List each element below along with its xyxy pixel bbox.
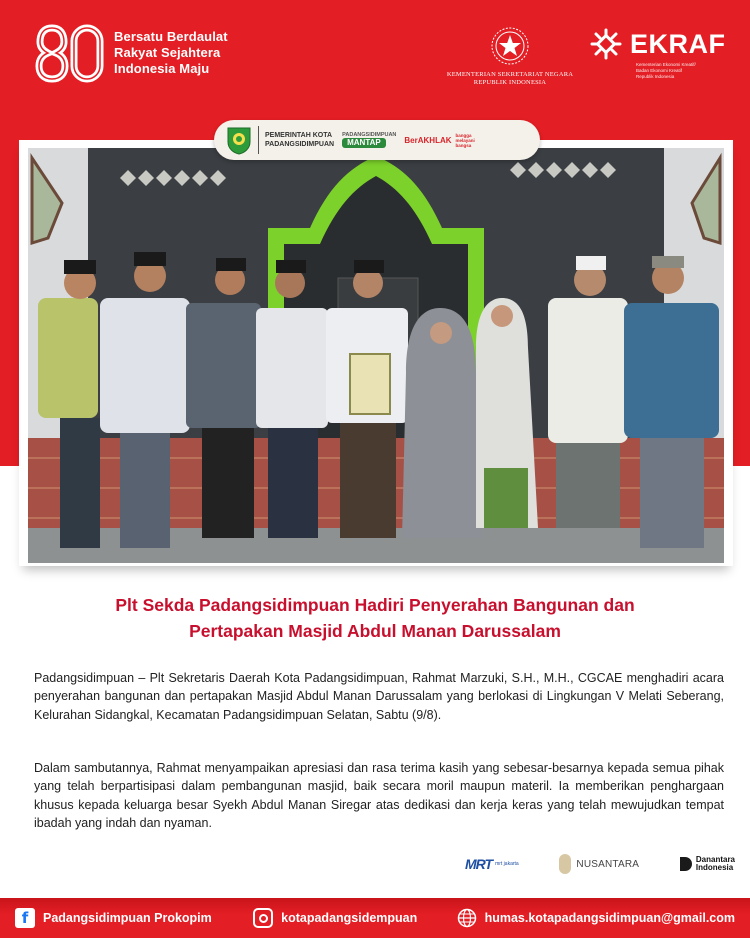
facebook-icon: f xyxy=(15,908,35,928)
mrt-mark: MRT xyxy=(465,856,493,872)
pemerintah-kota-label xyxy=(265,131,334,149)
event-photo xyxy=(28,148,724,563)
kota-line-1: PEMERINTAH KOTA xyxy=(265,132,333,139)
facebook-link[interactable] xyxy=(15,908,253,928)
star-emblem-icon xyxy=(490,26,530,66)
nusantara-logo xyxy=(559,854,639,874)
tagline-line-3: Indonesia Maju xyxy=(114,61,210,76)
ekraf-star-icon xyxy=(588,26,624,62)
mantap-top-text: PADANGSIDIMPUAN xyxy=(342,132,397,138)
anniversary-tagline xyxy=(114,29,228,77)
ekraf-logo xyxy=(588,26,738,80)
ekraf-wordmark: EKRAF xyxy=(630,28,726,59)
partner-logos xyxy=(465,852,735,876)
danantara-d-icon xyxy=(680,857,692,871)
instagram-icon xyxy=(253,908,273,928)
mrt-jakarta-logo xyxy=(465,856,519,872)
photo-frame xyxy=(19,137,733,566)
bangga-line-1: bangga xyxy=(455,132,472,138)
kota-line-2: PADANGSIDIMPUAN xyxy=(265,141,335,148)
ekraf-sub-2: Badan Ekonomi Kreatif xyxy=(636,68,683,73)
globe-icon xyxy=(457,908,477,928)
mrt-label: mrt jakarta xyxy=(495,861,519,867)
pill-separator xyxy=(258,126,259,154)
group-photo-illustration xyxy=(28,148,724,563)
email-link[interactable] xyxy=(457,908,735,928)
mantap-badge: MANTAP xyxy=(342,138,386,148)
mantap-logo xyxy=(342,132,396,148)
ekraf-sub-1: Kementerian Ekonomi Kreatif/ xyxy=(636,62,696,67)
ekraf-sub-3: Republik Indonesia xyxy=(636,74,675,79)
title-line-1: Plt Sekda Padangsidimpuan Hadiri Penyerahan Bangunan dan xyxy=(115,595,635,615)
danantara-line-2: Indonesia xyxy=(695,863,734,872)
danantara-logo xyxy=(680,856,735,873)
garuda-icon xyxy=(559,854,571,874)
ekraf-subtitle xyxy=(636,62,738,80)
anniversary-80-logo xyxy=(34,22,228,84)
bangga-line-2: melayani xyxy=(455,137,475,143)
setneg-logo xyxy=(440,26,580,87)
city-crest-icon xyxy=(226,125,252,155)
bangga-line-3: bangsa xyxy=(455,142,472,148)
instagram-link[interactable] xyxy=(253,908,456,928)
number-80-icon xyxy=(34,22,106,84)
danantara-line-1: Danantara xyxy=(695,854,735,864)
email-label: humas.kotapadangsidimpuan@gmail.com xyxy=(484,911,735,925)
berakhlak-logo: BerAKHLAK xyxy=(404,135,452,145)
danantara-label xyxy=(696,856,735,873)
tagline-line-2: Rakyat Sejahtera xyxy=(114,45,221,60)
government-badge-pill xyxy=(214,120,540,160)
article-title xyxy=(30,592,720,644)
tagline-line-1: Bersatu Berdaulat xyxy=(114,29,228,44)
article-paragraph-2: Dalam sambutannya, Rahmat menyampaikan apresiasi dan rasa terima kasih yang sebesar-besarnya kepada semua pihak yang telah berpartisipasi dalam pembangunan masjid, baik secara moril maupun materil. Ia memberikan penghargaan khusus kepada keluarga besar Syekh Abdul Manan Siregar atas dedikasi dan kerja keras yang telah mewujudkan tempat ibadah yang indah dan nyaman. xyxy=(34,761,724,830)
article-paragraph-1: Padangsidimpuan – Plt Sekretaris Daerah Kota Padangsidimpuan, Rahmat Marzuki, S.H., M.H., CGCAE menghadiri acara penyerahan bangunan dan pertapakan Masjid Abdul Manan Darussalam yang berlokasi di Lingkungan V Melati Seberang, Kelurahan Sidangkal, Kecamatan Padangsidimpuan Selatan, Sabtu (9/8). xyxy=(34,671,724,722)
setneg-line-1: KEMENTERIAN SEKRETARIAT NEGARA xyxy=(446,71,574,78)
title-line-2: Pertapakan Masjid Abdul Manan Darussalam xyxy=(189,621,561,641)
setneg-line-2: REPUBLIK INDONESIA xyxy=(473,79,547,86)
facebook-label: Padangsidimpuan Prokopim xyxy=(43,911,212,925)
instagram-label: kotapadangsidempuan xyxy=(281,911,418,925)
bangga-melayani-logo xyxy=(456,133,475,148)
footer-social-bar xyxy=(0,898,750,938)
nusantara-label: NUSANTARA xyxy=(576,858,640,870)
